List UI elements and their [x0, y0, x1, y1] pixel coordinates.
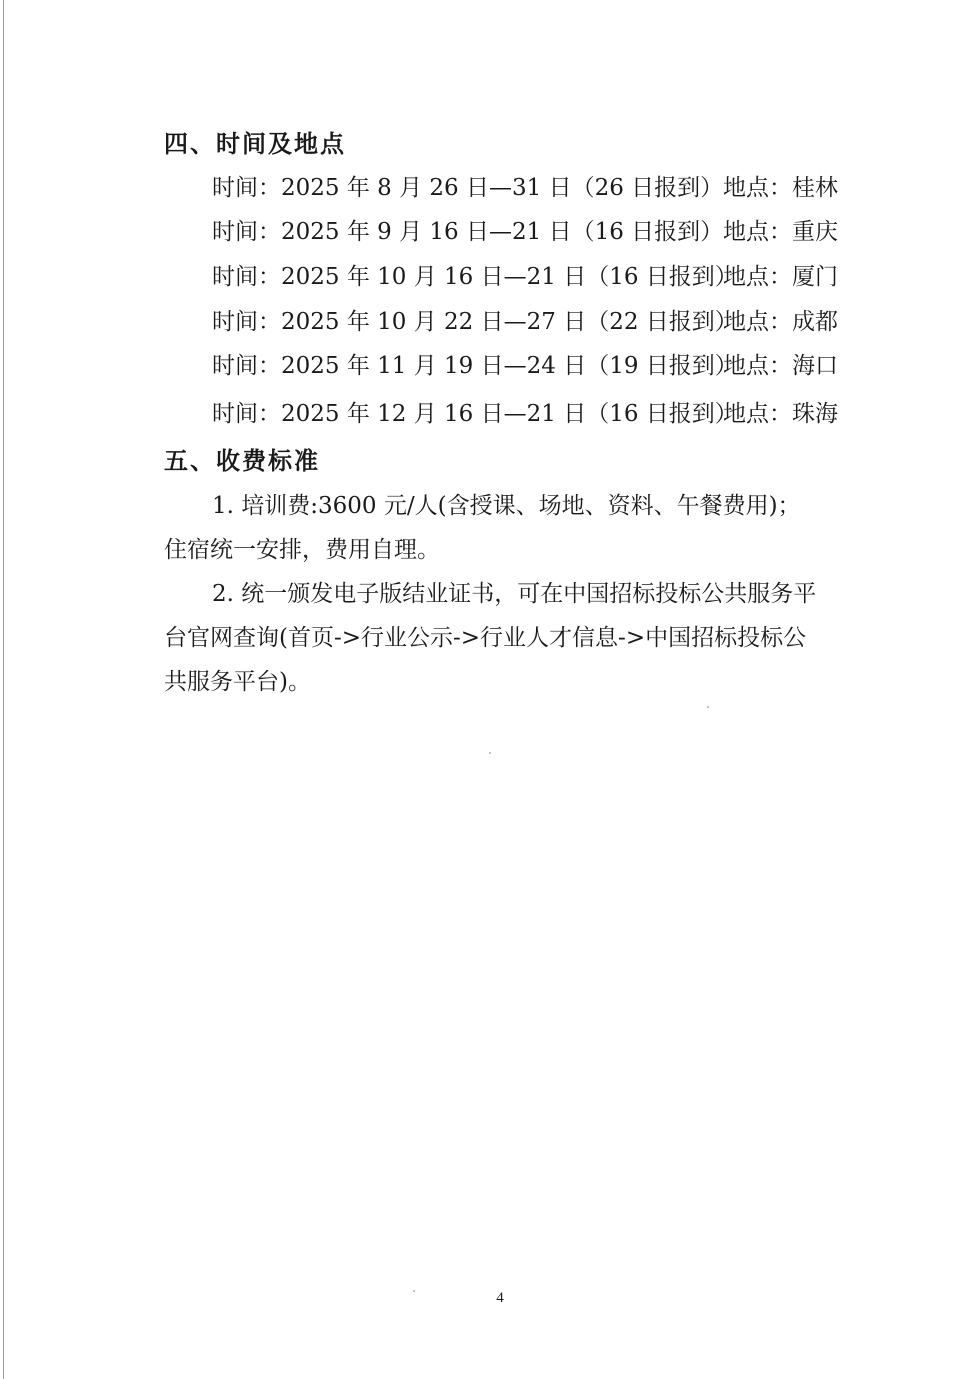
fee-item-2-line-2: 台官网查询(首页->行业公示->行业人才信息->中国招标投标公 — [164, 625, 807, 651]
schedule-time: 时间：2025 年 10 月 16 日—21 日（16 日报到） — [212, 264, 738, 290]
schedule-time: 时间：2025 年 8 月 26 日—31 日（26 日报到） — [212, 175, 724, 201]
schedule-place: 地点：厦门 — [723, 264, 838, 290]
schedule-time: 时间：2025 年 11 月 19 日—24 日（19 日报到） — [212, 353, 738, 379]
fee-item-2-line-3: 共服务平台)。 — [164, 669, 311, 695]
schedule-place: 地点：重庆 — [723, 219, 838, 245]
schedule-time: 时间：2025 年 10 月 22 日—27 日（22 日报到） — [212, 309, 738, 335]
schedule-place: 地点：海口 — [723, 353, 838, 379]
scan-speck — [413, 1290, 415, 1292]
schedule-place: 地点：成都 — [723, 309, 838, 335]
schedule-place: 地点：桂林 — [723, 175, 838, 201]
schedule-row — [212, 350, 838, 382]
schedule-row — [212, 306, 838, 338]
section-5-heading: 五、收费标准 — [164, 446, 320, 475]
fee-item-1-line-2: 住宿统一安排，费用自理。 — [164, 537, 440, 563]
schedule-row — [212, 172, 838, 204]
schedule-place: 地点：珠海 — [723, 401, 838, 427]
fee-item-2-line-1: 2. 统一颁发电子版结业证书，可在中国招标投标公共服务平 — [212, 581, 817, 607]
schedule-time: 时间：2025 年 9 月 16 日—21 日（16 日报到） — [212, 219, 724, 245]
schedule-row — [212, 398, 838, 430]
scan-speck — [707, 706, 709, 708]
page-number: 4 — [496, 1290, 504, 1306]
schedule-row — [212, 261, 838, 293]
scan-edge-line — [3, 0, 4, 1379]
schedule-time: 时间：2025 年 12 月 16 日—21 日（16 日报到） — [212, 401, 738, 427]
scan-speck — [489, 752, 491, 754]
fee-item-1-line-1: 1. 培训费:3600 元/人(含授课、场地、资料、午餐费用)； — [212, 493, 801, 519]
section-4-heading: 四、时间及地点 — [164, 129, 346, 158]
schedule-row — [212, 216, 838, 248]
